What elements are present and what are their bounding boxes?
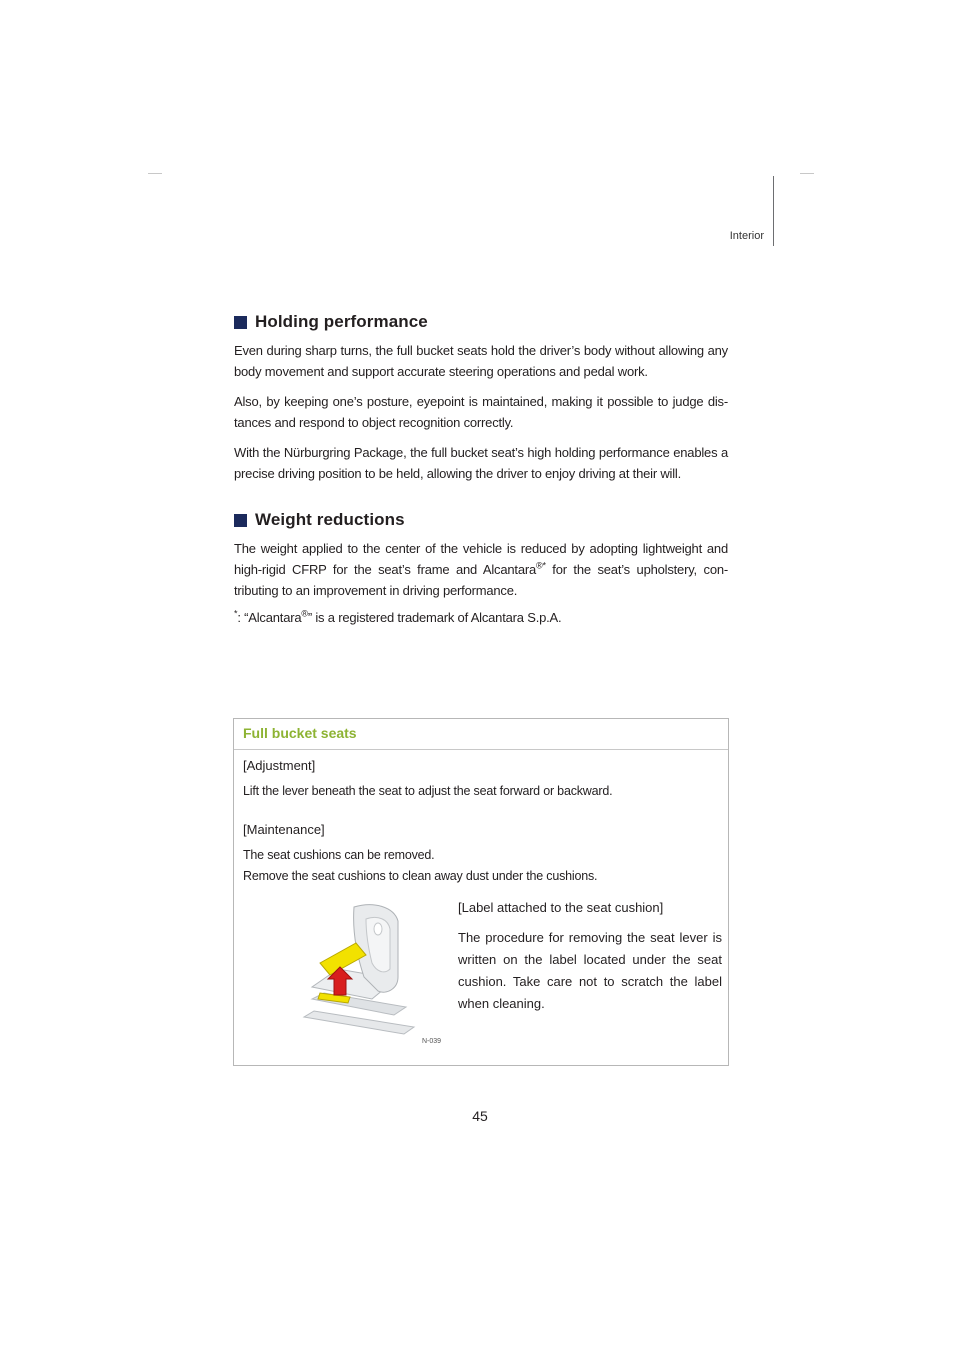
paragraph [234,538,728,601]
header-rule [773,176,774,246]
box-title: Full bucket seats [234,719,728,750]
paragraph-text: The weight applied to the center of the vehicle is reduced by adopting lightweight and high-rigid CFRP for the seat’s frame and Alcantara [234,541,728,577]
paragraph: Also, by keeping one’s posture, eyepoint is maintained, making it possible to judge dis-tances and respond to object recognition correctly. [234,394,728,430]
section-holding-performance [234,312,728,484]
crop-mark [148,173,162,174]
subheading: [Maintenance] [243,822,325,837]
subheading: [Label attached to the seat cushion] [458,900,664,915]
box-text: The seat cushions can be removed. [243,848,435,862]
box-text: Remove the seat cushions to clean away dust under the cushions. [243,869,598,883]
crop-mark [800,173,814,174]
square-bullet-icon [234,514,247,527]
registered-mark: ® [301,608,308,619]
section-heading [234,510,728,530]
registered-mark: ®* [536,560,546,571]
label-description [458,897,722,1015]
paragraph: With the Nürburgring Package, the full bucket seat’s high holding performance enables a precise driving position to be held, allowing the driver to enjoy driving at their will. [234,445,728,481]
heading-text: Holding performance [255,312,428,331]
footnote-mark: * [234,608,238,619]
running-header: Interior [729,230,764,242]
paragraph-text: for the seat’s upholstery, con-tributing to an improvement in driving performance. [234,562,729,598]
box-text: Lift the lever beneath the seat to adjust the seat forward or backward. [243,784,613,798]
page-number: 45 [472,1108,488,1124]
seat-illustration [294,899,454,1049]
footnote [234,607,728,628]
heading-text: Weight reductions [255,510,405,529]
footnote-text: ” is a registered trademark of Alcantara S.p.A. [307,610,562,625]
main-content [234,312,728,634]
info-box [233,718,729,1066]
section-heading [234,312,728,332]
section-weight-reductions [234,510,728,628]
box-body [234,750,728,887]
subheading: [Adjustment] [243,758,316,773]
figure-code: N-039 [422,1038,442,1045]
seat-icon [294,899,454,1049]
square-bullet-icon [234,316,247,329]
label-text: The procedure for removing the seat lever is written on the label located under the seat cushion. Take care not to scratch the label when cleaning. [458,930,722,1011]
footnote-text: : “Alcantara [237,610,302,625]
paragraph: Even during sharp turns, the full bucket seats hold the driver’s body without allowing any body movement and support accurate steering operations and pedal work. [234,343,728,379]
